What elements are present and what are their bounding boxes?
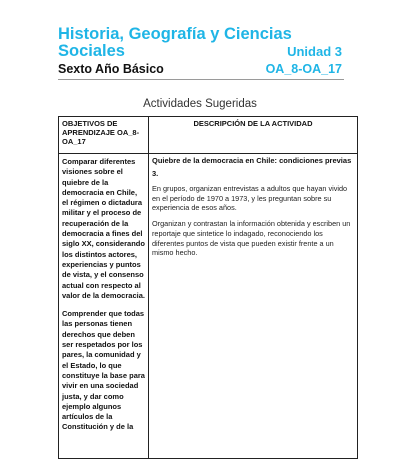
activity-paragraph: Organizan y contrastan la información obtenida y escriben un reportaje que sintetice lo indagado, reconociendo los diferentes puntos de vista que pueden existir frente a un mismo hecho.	[152, 219, 351, 258]
objective-text: Comprender que todas las personas tienen derechos que deben ser respetados por los pares, la comunidad y el Estado, lo que constituye la base para vivir en una sociedad justa, y dar como ejemplo algunos artículos de la Constitución y de la	[62, 309, 145, 432]
activities-table	[58, 116, 358, 459]
unit-label: Unidad 3	[287, 44, 342, 59]
table-row	[59, 154, 358, 459]
document-title-line-1: Historia, Geografía y Ciencias	[58, 25, 292, 43]
activity-paragraph: En grupos, organizan entrevistas a adultos que hayan vivido en el período de 1970 a 1973, y les preguntan sobre su experiencia de esos años.	[152, 184, 348, 213]
activity-cell	[149, 154, 358, 459]
header-divider	[58, 79, 344, 80]
activity-number: 3.	[152, 169, 159, 178]
objectives-cell	[59, 154, 149, 459]
activity-title: Quiebre de la democracia en Chile: condiciones previas	[152, 156, 352, 165]
document-title-line-2: Sociales	[58, 42, 125, 60]
table-header-row	[59, 117, 358, 154]
objectives-column-header: OBJETIVOS DE APRENDIZAJE OA_8-OA_17	[59, 117, 149, 154]
objective-text: Comparar diferentes visiones sobre el quiebre de la democracia en Chile, el régimen o dictadura militar y el proceso de recuperación de la democracia a fines del siglo XX, considerando los distintos actores, experiencias y puntos de vista, y el consenso actual con respecto al valor de la democracia.	[62, 157, 145, 300]
section-title: Actividades Sugeridas	[143, 98, 257, 110]
activity-column-header: DESCRIPCIÓN DE LA ACTIVIDAD	[149, 117, 358, 154]
objective-codes: OA_8-OA_17	[265, 62, 342, 76]
grade-label: Sexto Año Básico	[58, 62, 164, 76]
